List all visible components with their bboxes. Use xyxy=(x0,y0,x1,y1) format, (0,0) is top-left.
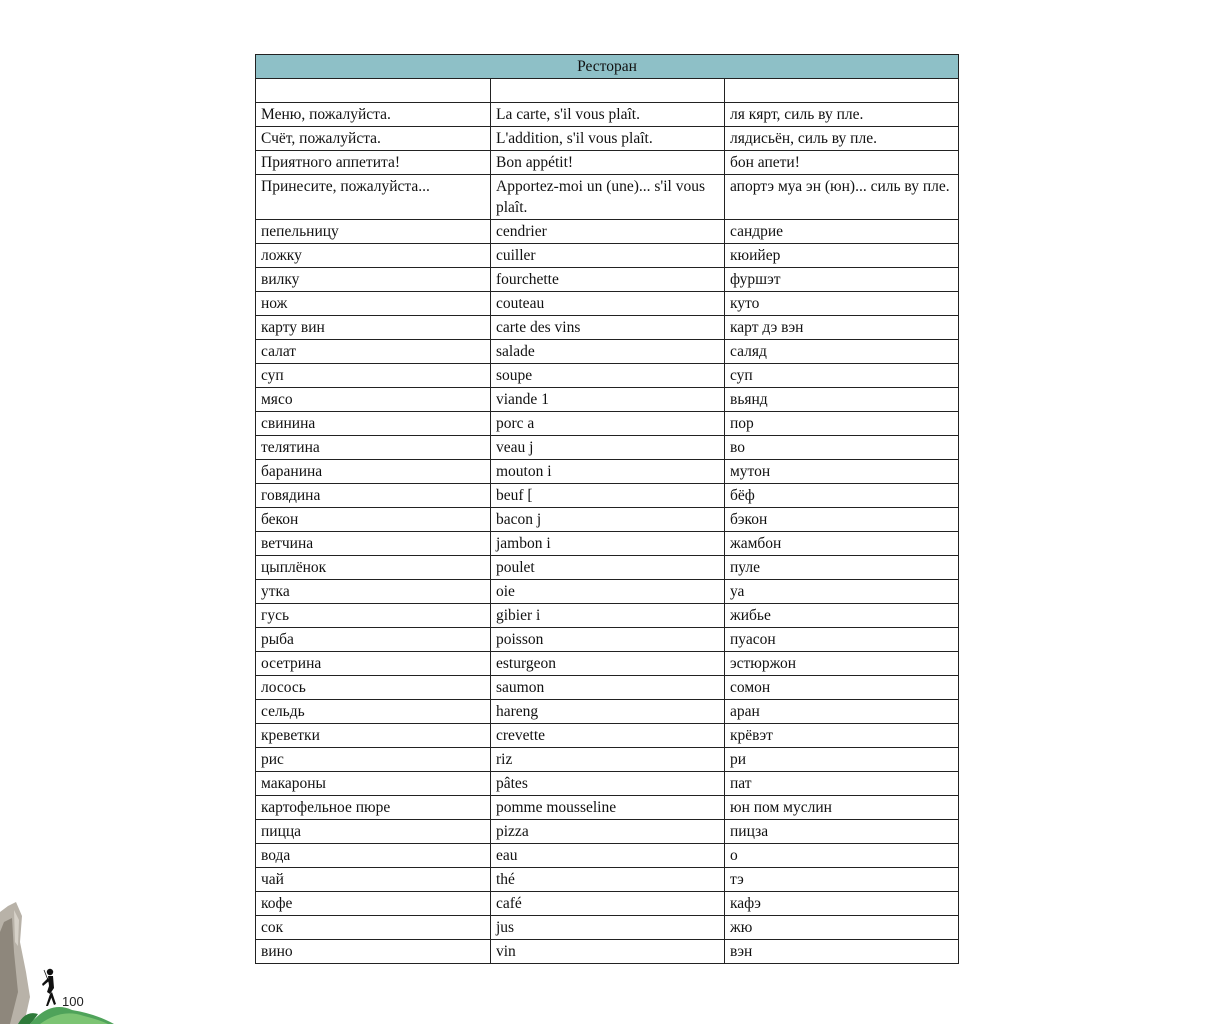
transcription-cell: фуршэт xyxy=(725,268,959,292)
transcription-cell: жю xyxy=(725,916,959,940)
transcription-cell: карт дэ вэн xyxy=(725,316,959,340)
french-cell: viande 1 xyxy=(491,388,725,412)
table-row xyxy=(256,556,959,580)
french-cell: Apportez-moi un (une)... s'il vous plaît. xyxy=(491,175,725,220)
russian-cell: Принесите, пожалуйста... xyxy=(256,175,491,220)
transcription-cell: пуле xyxy=(725,556,959,580)
table-row xyxy=(256,292,959,316)
transcription-cell: юн пом муслин xyxy=(725,796,959,820)
table-row xyxy=(256,244,959,268)
french-cell: beuf [ xyxy=(491,484,725,508)
transcription-cell: о xyxy=(725,844,959,868)
transcription-cell: бон апети! xyxy=(725,151,959,175)
table-row xyxy=(256,628,959,652)
table-title: Ресторан xyxy=(256,55,959,79)
russian-cell: вода xyxy=(256,844,491,868)
page-number: 100 xyxy=(62,994,84,1009)
french-cell: vin xyxy=(491,940,725,964)
transcription-cell: пор xyxy=(725,412,959,436)
french-cell: couteau xyxy=(491,292,725,316)
transcription-cell: вьянд xyxy=(725,388,959,412)
french-cell: café xyxy=(491,892,725,916)
transcription-cell: уа xyxy=(725,580,959,604)
russian-cell: сок xyxy=(256,916,491,940)
table-row xyxy=(256,820,959,844)
russian-cell: лосось xyxy=(256,676,491,700)
russian-cell: сельдь xyxy=(256,700,491,724)
russian-cell: баранина xyxy=(256,460,491,484)
transcription-cell: лядисьён, силь ву пле. xyxy=(725,127,959,151)
transcription-cell: крёвэт xyxy=(725,724,959,748)
french-cell: bacon j xyxy=(491,508,725,532)
russian-cell: вилку xyxy=(256,268,491,292)
blank-cell xyxy=(725,79,959,103)
transcription-cell: бёф xyxy=(725,484,959,508)
transcription-cell: пуасон xyxy=(725,628,959,652)
table-row xyxy=(256,388,959,412)
table-row xyxy=(256,436,959,460)
table-row xyxy=(256,748,959,772)
transcription-cell: кафэ xyxy=(725,892,959,916)
french-cell: veau j xyxy=(491,436,725,460)
french-cell: Bon appétit! xyxy=(491,151,725,175)
transcription-cell: вэн xyxy=(725,940,959,964)
french-cell: saumon xyxy=(491,676,725,700)
transcription-cell: эстюржон xyxy=(725,652,959,676)
french-cell: hareng xyxy=(491,700,725,724)
blank-row xyxy=(256,79,959,103)
french-cell: pizza xyxy=(491,820,725,844)
transcription-cell: жибье xyxy=(725,604,959,628)
table-row xyxy=(256,151,959,175)
table-row xyxy=(256,484,959,508)
french-cell: eau xyxy=(491,844,725,868)
russian-cell: чай xyxy=(256,868,491,892)
table-row xyxy=(256,508,959,532)
transcription-cell: пицза xyxy=(725,820,959,844)
table-row xyxy=(256,844,959,868)
transcription-cell: бэкон xyxy=(725,508,959,532)
russian-cell: суп xyxy=(256,364,491,388)
table-row xyxy=(256,676,959,700)
russian-cell: кофе xyxy=(256,892,491,916)
transcription-cell: кюийер xyxy=(725,244,959,268)
french-cell: esturgeon xyxy=(491,652,725,676)
russian-cell: Меню, пожалуйста. xyxy=(256,103,491,127)
table-row xyxy=(256,460,959,484)
french-cell: cuiller xyxy=(491,244,725,268)
russian-cell: Приятного аппетита! xyxy=(256,151,491,175)
table-row xyxy=(256,700,959,724)
table-row xyxy=(256,412,959,436)
table-row xyxy=(256,175,959,220)
french-cell: jambon i xyxy=(491,532,725,556)
french-cell: poulet xyxy=(491,556,725,580)
russian-cell: гусь xyxy=(256,604,491,628)
french-cell: pomme mousseline xyxy=(491,796,725,820)
russian-cell: утка xyxy=(256,580,491,604)
french-cell: cendrier xyxy=(491,220,725,244)
french-cell: carte des vins xyxy=(491,316,725,340)
climber-figure xyxy=(42,969,56,1006)
table-row xyxy=(256,316,959,340)
table-title-row xyxy=(256,55,959,79)
transcription-cell: саляд xyxy=(725,340,959,364)
transcription-cell: сандрие xyxy=(725,220,959,244)
russian-cell: пепельницу xyxy=(256,220,491,244)
french-cell: La carte, s'il vous plaît. xyxy=(491,103,725,127)
table-row xyxy=(256,940,959,964)
table-row xyxy=(256,604,959,628)
transcription-cell: аран xyxy=(725,700,959,724)
french-cell: L'addition, s'il vous plaît. xyxy=(491,127,725,151)
table-row xyxy=(256,103,959,127)
russian-cell: рыба xyxy=(256,628,491,652)
french-cell: thé xyxy=(491,868,725,892)
russian-cell: бекон xyxy=(256,508,491,532)
phrasebook-table xyxy=(255,54,959,964)
russian-cell: мясо xyxy=(256,388,491,412)
table-row xyxy=(256,580,959,604)
table-row xyxy=(256,796,959,820)
transcription-cell: жамбон xyxy=(725,532,959,556)
table-row xyxy=(256,364,959,388)
russian-cell: пицца xyxy=(256,820,491,844)
russian-cell: салат xyxy=(256,340,491,364)
table-row xyxy=(256,340,959,364)
table-row xyxy=(256,772,959,796)
transcription-cell: во xyxy=(725,436,959,460)
transcription-cell: ри xyxy=(725,748,959,772)
russian-cell: креветки xyxy=(256,724,491,748)
blank-cell xyxy=(491,79,725,103)
russian-cell: свинина xyxy=(256,412,491,436)
table-row xyxy=(256,916,959,940)
transcription-cell: тэ xyxy=(725,868,959,892)
russian-cell: карту вин xyxy=(256,316,491,340)
transcription-cell: мутон xyxy=(725,460,959,484)
french-cell: oie xyxy=(491,580,725,604)
french-cell: mouton i xyxy=(491,460,725,484)
french-cell: jus xyxy=(491,916,725,940)
table-row xyxy=(256,724,959,748)
climber-illustration xyxy=(0,902,120,1024)
russian-cell: картофельное пюре xyxy=(256,796,491,820)
french-cell: fourchette xyxy=(491,268,725,292)
table-row xyxy=(256,220,959,244)
russian-cell: осетрина xyxy=(256,652,491,676)
russian-cell: ложку xyxy=(256,244,491,268)
french-cell: soupe xyxy=(491,364,725,388)
russian-cell: Счёт, пожалуйста. xyxy=(256,127,491,151)
blank-cell xyxy=(256,79,491,103)
transcription-cell: апортэ муа эн (юн)... силь ву пле. xyxy=(725,175,959,220)
transcription-cell: сомон xyxy=(725,676,959,700)
russian-cell: цыплёнок xyxy=(256,556,491,580)
table-row xyxy=(256,532,959,556)
russian-cell: рис xyxy=(256,748,491,772)
table-row xyxy=(256,652,959,676)
table-row xyxy=(256,868,959,892)
french-cell: salade xyxy=(491,340,725,364)
transcription-cell: куто xyxy=(725,292,959,316)
french-cell: poisson xyxy=(491,628,725,652)
table-row xyxy=(256,268,959,292)
transcription-cell: суп xyxy=(725,364,959,388)
french-cell: porc a xyxy=(491,412,725,436)
transcription-cell: пат xyxy=(725,772,959,796)
russian-cell: макароны xyxy=(256,772,491,796)
french-cell: riz xyxy=(491,748,725,772)
russian-cell: говядина xyxy=(256,484,491,508)
french-cell: gibier i xyxy=(491,604,725,628)
table-row xyxy=(256,892,959,916)
table-row xyxy=(256,127,959,151)
russian-cell: вино xyxy=(256,940,491,964)
french-cell: crevette xyxy=(491,724,725,748)
russian-cell: ветчина xyxy=(256,532,491,556)
russian-cell: телятина xyxy=(256,436,491,460)
russian-cell: нож xyxy=(256,292,491,316)
french-cell: pâtes xyxy=(491,772,725,796)
transcription-cell: ля кярт, силь ву пле. xyxy=(725,103,959,127)
